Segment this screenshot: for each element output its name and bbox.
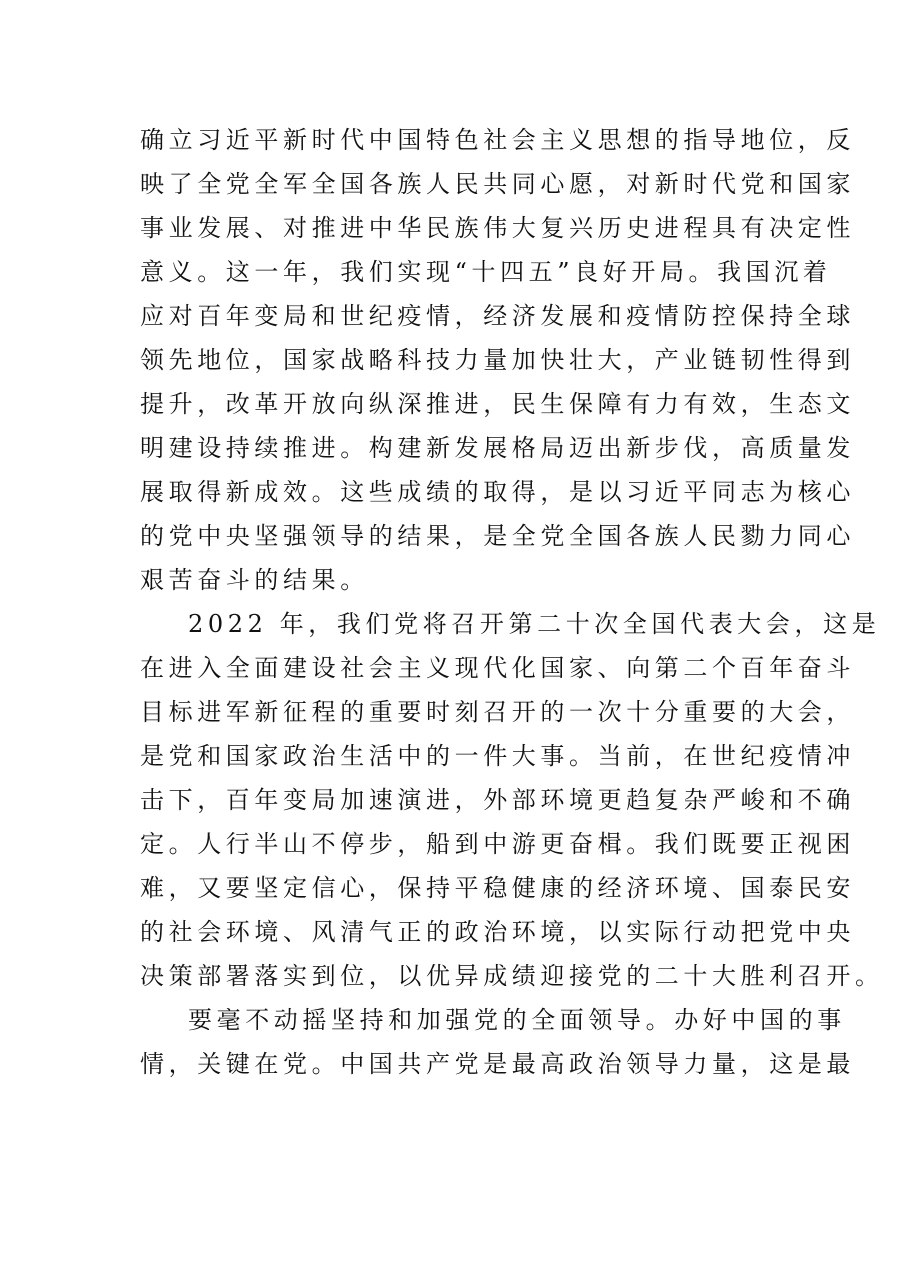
- text-line: 2022 年，我们党将召开第二十次全国代表大会，这是: [188, 610, 881, 638]
- text-line: 决策部署落实到位，以优异成绩迎接党的二十大胜利召开。: [140, 962, 884, 990]
- text-line: 击下，百年变局加速演进，外部环境更趋复杂严峻和不确: [140, 786, 855, 814]
- text-line: 艰苦奋斗的结果。: [140, 566, 369, 594]
- text-line: 是党和国家政治生活中的一件大事。当前，在世纪疫情冲: [140, 742, 855, 770]
- text-line: 在进入全面建设社会主义现代化国家、向第二个百年奋斗: [140, 654, 855, 682]
- text-line: 的党中央坚强领导的结果，是全党全国各族人民勠力同心: [140, 522, 855, 550]
- paragraph-3: [140, 998, 855, 1086]
- text-line: 的社会环境、风清气正的政治环境，以实际行动把党中央: [140, 918, 855, 946]
- text-line: 情，关键在党。中国共产党是最高政治领导力量，这是最: [140, 1050, 855, 1078]
- paragraph-2: [140, 602, 884, 998]
- text-line: 确立习近平新时代中国特色社会主义思想的指导地位，反: [140, 126, 855, 154]
- text-line: 定。人行半山不停步，船到中游更奋楫。我们既要正视困: [140, 830, 855, 858]
- text-line: 应对百年变局和世纪疫情，经济发展和疫情防控保持全球: [140, 302, 855, 330]
- text-line: 领先地位，国家战略科技力量加快壮大，产业链韧性得到: [140, 346, 855, 374]
- text-line: 意义。这一年，我们实现“十四五”良好开局。我国沉着: [140, 258, 832, 286]
- paragraph-1: [140, 118, 855, 602]
- text-line: 事业发展、对推进中华民族伟大复兴历史进程具有决定性: [140, 214, 855, 242]
- text-line: 难，又要坚定信心，保持平稳健康的经济环境、国泰民安: [140, 874, 855, 902]
- text-line: 提升，改革开放向纵深推进，民生保障有力有效，生态文: [140, 390, 855, 418]
- text-line: 明建设持续推进。构建新发展格局迈出新步伐，高质量发: [140, 434, 855, 462]
- text-line: 要毫不动摇坚持和加强党的全面领导。办好中国的事: [188, 1006, 846, 1034]
- document-body: [140, 118, 884, 1086]
- text-line: 映了全党全军全国各族人民共同心愿，对新时代党和国家: [140, 170, 855, 198]
- text-line: 目标进军新征程的重要时刻召开的一次十分重要的大会，: [140, 698, 855, 726]
- text-line: 展取得新成效。这些成绩的取得，是以习近平同志为核心: [140, 478, 855, 506]
